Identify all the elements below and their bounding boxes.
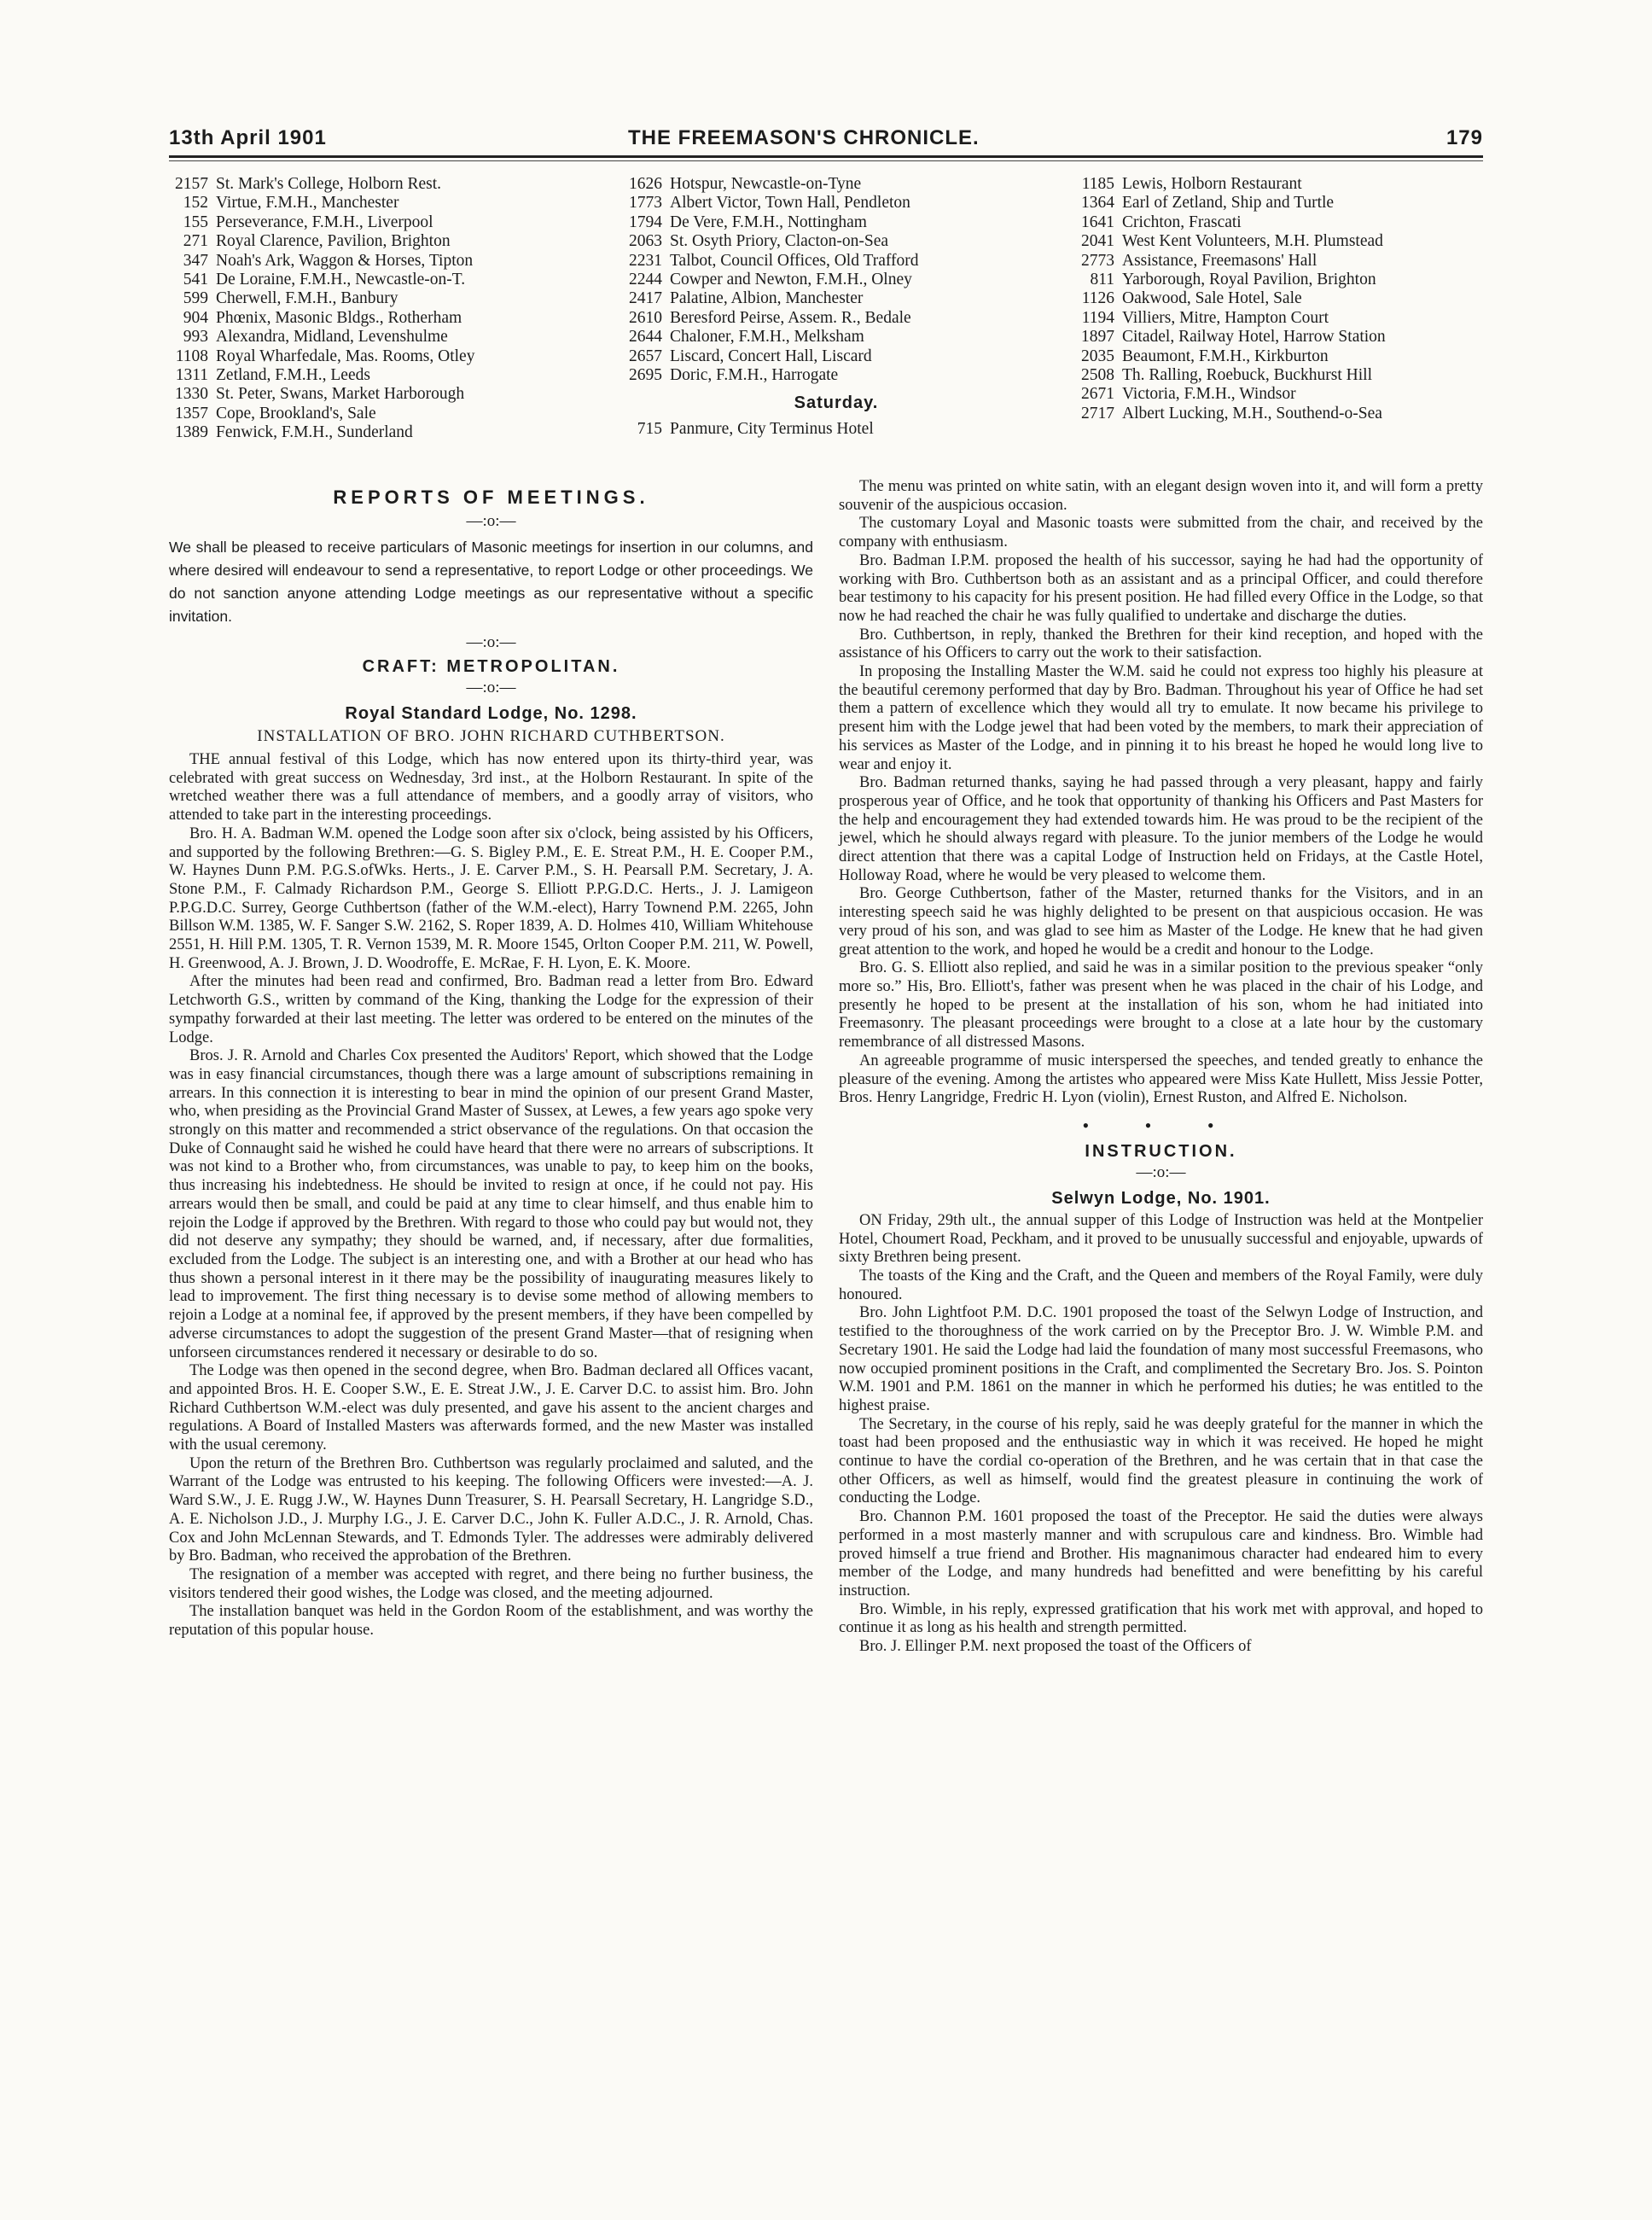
lodge-name: Zetland, F.M.H., Leeds: [216, 366, 370, 385]
article-paragraph: THE annual festival of this Lodge, which has now entered upon its thirty-third year, was celebrated with great success on Wednesday, 3rd inst., at the Holborn Restaurant. In spite of the wretched weather there was a full attendance of members, and a goodly array of visitors, who attended to take part in the interesting proceedings.: [169, 751, 813, 824]
section-divider: —:o:—: [466, 512, 516, 530]
lodge-number: 1389: [175, 423, 208, 442]
lodge-number: 1357: [175, 404, 208, 422]
lodge-list-item: [1075, 366, 1502, 385]
lodge-list-column-1: [169, 175, 596, 443]
lodge-name: Chaloner, F.M.H., Melksham: [670, 328, 864, 347]
lodge-name: West Kent Volunteers, M.H. Plumstead: [1122, 232, 1383, 251]
section-divider: —:o:—: [466, 633, 516, 651]
lodge-list-item: [623, 366, 1050, 385]
lodge-list-item: [1075, 347, 1502, 366]
lodge-name: Panmure, City Terminus Hotel: [670, 420, 874, 439]
article-paragraph: Bros. J. R. Arnold and Charles Cox presented the Auditors' Report, which showed that the Lodge was in easy financial circumstances, though there was a large amount of subscriptions remaining in arrears. In this connection it is interesting to bear in mind the opinion of our present Grand Master, who, when presiding as the Provincial Grand Master of Sussex, at Lewes, a few years ago spoke very strongly on this matter and recommended a strict observance of the regulations. On that occasion the Duke of Connaught said he wished he could have heard that there were no arrears of subscriptions. It was not kind to a Brother who, from circumstances, was unable to pay, to keep him on the books, thus increasing his indebtedness. He should be invited to resign at once, if he could not pay. His arrears would then be small, and could be paid at any time to clear himself, and thus enable him to rejoin the Lodge if approved by the Brethren. With regard to those who could pay but would not, they did not deserve any sympathy; they should be warned, and, if necessary, after due formalities, excluded from the Lodge. The subject is an interesting one, and with a Brother at our head who has thus shown a personal interest in it there may be the possibility of inaugurating measures likely to lead to improvement. The first thing necessary is to devise some method of allowing members to rejoin a Lodge at a nominal fee, if approved by the present members, if they have been compelled by adverse circumstances to adopt the suggestion of the present Grand Master—that of resigning when unforseen circumstances rendered it necessary or desirable to do so.: [169, 1047, 813, 1361]
lodge-list-column-2-items: [623, 175, 1050, 385]
lodge-number: 347: [183, 251, 208, 270]
lodge-name: Albert Lucking, M.H., Southend-o-Sea: [1122, 404, 1382, 422]
lodge-number: 541: [183, 271, 208, 289]
lodge-number: 1194: [1081, 308, 1114, 327]
article-paragraph: The menu was printed on white satin, with an elegant design woven into it, and will form a pretty souvenir of the auspicious occasion.: [839, 478, 1483, 514]
article-paragraph: Bro. Channon P.M. 1601 proposed the toast of the Preceptor. He said the duties were always performed in a most masterly manner and with scrupulous care and kindness. Bro. Wimble had proved himself a true friend and Brother. His magnanimous character had endeared him to every member of the Lodge, and many hundreds had benefitted and were benefitting by his careful instruction.: [839, 1508, 1483, 1599]
lodge-name: St. Mark's College, Holborn Rest.: [216, 175, 442, 193]
masthead: [169, 126, 1483, 164]
page-number: 179: [1446, 126, 1483, 149]
lodge-number: 2773: [1081, 251, 1114, 270]
lodge-number: 1126: [1081, 289, 1114, 308]
lodge-number: 1108: [175, 347, 208, 365]
lodge-heading-royal-standard: Royal Standard Lodge, No. 1298.: [345, 704, 637, 723]
lodge-name: Beresford Peirse, Assem. R., Bedale: [670, 308, 911, 327]
installation-subheading: INSTALLATION OF BRO. JOHN RICHARD CUTHBERTSON.: [257, 727, 725, 745]
lodge-name: De Loraine, F.M.H., Newcastle-on-T.: [216, 271, 466, 289]
lodge-list-item: [169, 271, 596, 289]
lodge-name: Cowper and Newton, F.M.H., Olney: [670, 271, 912, 289]
article-paragraph: The installation banquet was held in the Gordon Room of the establishment, and was worthy the reputation of this popular house.: [169, 1603, 813, 1640]
lodge-name: Victoria, F.M.H., Windsor: [1122, 385, 1296, 404]
article-paragraph: Bro. George Cuthbertson, father of the Master, returned thanks for the Visitors, and in an interesting speech said he was highly delighted to be present on that auspicious occasion. He was very proud of his son, and was glad to see him as Master of the Lodge. He knew that he had given great attention to the work, and hoped he would be a credit and honour to the Lodge.: [839, 885, 1483, 959]
article-paragraph: The customary Loyal and Masonic toasts were submitted from the chair, and received by the company with enthusiasm.: [839, 515, 1483, 551]
lodge-number: 2035: [1081, 347, 1114, 365]
lodge-list-item: [169, 309, 596, 328]
reports-heading: REPORTS OF MEETINGS.: [333, 487, 649, 508]
lodge-name: Hotspur, Newcastle-on-Tyne: [670, 175, 862, 193]
lodge-number: 599: [183, 289, 208, 308]
lodge-name: Assistance, Freemasons' Hall: [1122, 251, 1318, 270]
lodge-name: Citadel, Railway Hotel, Harrow Station: [1122, 328, 1386, 347]
lodge-name: Cherwell, F.M.H., Banbury: [216, 289, 398, 308]
lodge-number: 2041: [1081, 232, 1114, 251]
lodge-list-item: [623, 175, 1050, 194]
lodge-number: 2657: [629, 347, 662, 365]
lodge-list-item: [169, 366, 596, 385]
lodge-name: Royal Wharfedale, Mas. Rooms, Otley: [216, 347, 475, 365]
lodge-name: Villiers, Mitre, Hampton Court: [1122, 308, 1329, 327]
separator-dots: • • •: [1082, 1114, 1240, 1136]
lodge-list-item: [169, 252, 596, 271]
craft-heading: CRAFT: METROPOLITAN.: [362, 657, 620, 676]
lodge-number: 993: [183, 328, 208, 347]
lodge-heading-selwyn: Selwyn Lodge, No. 1901.: [1051, 1188, 1271, 1208]
lodge-list-item: [169, 289, 596, 308]
lodge-list-column-2: [623, 175, 1050, 440]
lodge-list-item: [1075, 213, 1502, 232]
lodge-list-item: [623, 213, 1050, 232]
lodge-list-item: [169, 194, 596, 213]
lodge-number: 1185: [1081, 175, 1114, 193]
lodge-name: Lewis, Holborn Restaurant: [1122, 175, 1302, 193]
lodge-list-item: [169, 213, 596, 232]
lodge-name: Beaumont, F.M.H., Kirkburton: [1122, 347, 1329, 365]
lodge-name: St. Osyth Priory, Clacton-on-Sea: [670, 232, 889, 251]
lodge-name: Alexandra, Midland, Levenshulme: [216, 328, 448, 347]
lodge-number: 155: [183, 213, 208, 231]
lodge-list-item: [169, 328, 596, 347]
lodge-number: 1641: [1081, 213, 1114, 231]
lodge-list-item: [169, 385, 596, 404]
lodge-name: Th. Ralling, Roebuck, Buckhurst Hill: [1122, 366, 1373, 385]
lodge-list-item: [169, 175, 596, 194]
issue-date: 13th April 1901: [169, 126, 327, 149]
lodge-list-item: [623, 347, 1050, 366]
lodge-list-item: [623, 328, 1050, 347]
section-divider: —:o:—: [466, 679, 516, 696]
lodge-name: Cope, Brookland's, Sale: [216, 404, 376, 422]
article-paragraph: The Secretary, in the course of his reply, said he was deeply grateful for the manner in which the toast had been proposed and the enthusiastic way in which it was received. He hoped he might continue to have the cordial co-operation of the Brethren, and he was certain that in that case the other Officers, as well as himself, would find the greatest pleasure in continuing the work of conducting the Lodge.: [839, 1415, 1483, 1507]
selwyn-report-body: [839, 1212, 1483, 1657]
lodge-name: St. Peter, Swans, Market Harborough: [216, 385, 465, 404]
right-column: [839, 478, 1483, 1657]
lodge-number: 2244: [629, 271, 662, 289]
lodge-number: 152: [183, 194, 208, 213]
lodge-name: Palatine, Albion, Manchester: [670, 289, 864, 308]
section-divider: —:o:—: [1136, 1162, 1186, 1181]
saturday-heading: Saturday.: [794, 393, 879, 413]
lodge-number: 1364: [1081, 194, 1114, 213]
lodge-list-item: [169, 232, 596, 251]
lodge-list-item: [623, 194, 1050, 213]
lodge-number: 2157: [175, 175, 208, 193]
lodge-name: Noah's Ark, Waggon & Horses, Tipton: [216, 251, 474, 270]
lodge-name: Fenwick, F.M.H., Sunderland: [216, 423, 413, 442]
lodge-number: 715: [637, 420, 662, 439]
lodge-number: 1626: [629, 175, 662, 193]
lodge-number: 2695: [629, 366, 662, 385]
lodge-number: 1897: [1081, 328, 1114, 347]
lodge-list-item: [1075, 194, 1502, 213]
lodge-list-item: [623, 232, 1050, 251]
lodge-list-item: [623, 420, 1050, 439]
lodge-list-item: [1075, 271, 1502, 289]
article-paragraph: Bro. H. A. Badman W.M. opened the Lodge soon after six o'clock, being assisted by his Officers, and supported by the following Brethren:—G. S. Bigley P.M., E. E. Streat P.M., H. E. Cooper P.M., W. Haynes Dunn P.M. P.G.S.ofWks. Herts., J. E. Carver P.M., S. H. Pearsall P.M. Secretary, J. A. Stone P.M., F. Calmady Richardson P.M., George S. Elliott P.P.G.D.C. Herts., J. J. Lamigeon P.P.G.D.C. Surrey, George Cuthbertson (father of the W.M.-elect), Harry Townend P.M. 2265, John Billson W.M. 1385, W. F. Sanger S.W. 2162, S. Roper 1839, A. D. Holmes 410, William Whitehouse 2551, H. Hill P.M. 1305, T. R. Vernon 1539, M. R. Moore 1545, Orlton Cooper P.M. 211, W. Powell, H. Greenwood, A. J. Brown, J. D. Woodroffe, E. McRae, F. H. Lyon, E. K. Moore.: [169, 824, 813, 972]
lodge-name: Yarborough, Royal Pavilion, Brighton: [1122, 271, 1376, 289]
saturday-list: [623, 420, 1050, 439]
publication-title: THE FREEMASON'S CHRONICLE.: [628, 126, 980, 149]
lodge-number: 1773: [629, 194, 662, 213]
reports-notice: We shall be pleased to receive particulars of Masonic meetings for insertion in our columns, and where desired will endeavour to send a representative, to report Lodge or other proceedings. We do not sanction anyone attending Lodge meetings as our representative without a specific invitation.: [169, 539, 813, 625]
article-paragraph: The resignation of a member was accepted with regret, and there being no further business, the visitors tendered their good wishes, the Lodge was closed, and the meeting adjourned.: [169, 1565, 813, 1602]
lodge-list-item: [1075, 289, 1502, 308]
lodge-number: 2610: [629, 308, 662, 327]
lodge-list-item: [1075, 252, 1502, 271]
lodge-list-item: [1075, 309, 1502, 328]
lodge-number: 2231: [629, 251, 662, 270]
lodge-number: 2417: [629, 289, 662, 308]
article-paragraph: The toasts of the King and the Craft, and the Queen and members of the Royal Family, were duly honoured.: [839, 1267, 1483, 1303]
lodge-number: 811: [1090, 271, 1114, 289]
lodge-number: 2644: [629, 328, 662, 347]
article-paragraph: Bro. Wimble, in his reply, expressed gratification that his work met with approval, and hoped to continue it as long as his health and strength permitted.: [839, 1600, 1483, 1637]
article-paragraph: Bro. Badman I.P.M. proposed the health of his successor, saying he had had the opportunity of working with Bro. Cuthbertson both as an assistant and as a principal Officer, and could therefore bear testimony to his capacity for his present position. He had filled every Office in the Lodge, so that now he had reached the chair he was fully qualified to undertake and discharge the duties.: [839, 551, 1483, 625]
lodge-list-item: [169, 423, 596, 442]
lodge-list-item: [169, 405, 596, 423]
article-paragraph: Upon the return of the Brethren Bro. Cuthbertson was regularly proclaimed and saluted, and the Warrant of the Lodge was entrusted to his keeping. The following Officers were invested:—A. J. Ward S.W., J. E. Rugg J.W., W. Haynes Dunn Treasurer, S. H. Pearsall Secretary, H. Langridge S.D., A. E. Nicholson J.D., J. Murphy I.G., J. E. Carver D.C., John K. Fuller A.D.C., J. R. Arnold, Chas. Cox and John McLennan Stewards, and T. Edmonds Tyler. The addresses were admirably delivered by Bro. Badman, who received the approbation of the Brethren.: [169, 1454, 813, 1565]
right-column-body: [839, 478, 1483, 1108]
article-paragraph: Bro. John Lightfoot P.M. D.C. 1901 proposed the toast of the Selwyn Lodge of Instruction, and testified to the thoroughness of the work carried on by the Preceptor Bro. J. W. Wimble P.M. and Secretary 1901. He said the Lodge had laid the foundation of many most successful Freemasons, who now occupied prominent positions in the Craft, and complimented the Secretary Bro. Jos. S. Pointon W.M. 1901 and P.M. 1861 on the manner in which he performed his duties; he was entitled to the highest praise.: [839, 1304, 1483, 1414]
lodge-list-item: [1075, 385, 1502, 404]
lodge-list-item: [1075, 232, 1502, 251]
article-paragraph: The Lodge was then opened in the second degree, when Bro. Badman declared all Offices vacant, and appointed Bros. H. E. Cooper S.W., E. E. Streat J.W., J. E. Carver D.C. to assist him. Bro. John Richard Cuthbertson W.M.-elect was duly presented, and gave his assent to the ancient charges and regulations. A Board of Installed Masters was afterwards formed, and the new Master was installed with the usual ceremony.: [169, 1362, 813, 1454]
lodge-name: Earl of Zetland, Ship and Turtle: [1122, 194, 1335, 213]
lodge-name: Crichton, Frascati: [1122, 213, 1242, 231]
left-column: [169, 478, 813, 1640]
lodge-number: 271: [183, 232, 208, 251]
article-paragraph: Bro. Badman returned thanks, saying he had passed through a very pleasant, happy and fairly prosperous year of Office, and he took that opportunity of thanking his Officers and Past Masters for the help and encouragement they had extended towards him. He was proud to be the recipient of the jewel, which he should always regard with pleasure. To the junior members of the Lodge he would direct attention that there was a capital Lodge of Instruction held on Fridays, at the Castle Hotel, Holloway Road, where he would be very pleased to welcome them.: [839, 774, 1483, 884]
lodge-name: Talbot, Council Offices, Old Trafford: [670, 251, 919, 270]
masthead-rule: [169, 155, 1483, 158]
lodge-list-column-3: [1075, 175, 1502, 423]
article-paragraph: Bro. Cuthbertson, in reply, thanked the Brethren for their kind reception, and hoped with the assistance of his Officers to carry out the work to their satisfaction.: [839, 626, 1483, 662]
lodge-number: 1330: [175, 385, 208, 404]
lodge-name: Oakwood, Sale Hotel, Sale: [1122, 289, 1302, 308]
lodge-number: 2717: [1081, 404, 1114, 422]
lodge-name: Albert Victor, Town Hall, Pendleton: [670, 194, 910, 213]
article-paragraph: In proposing the Installing Master the W.M. said he could not express too highly his pleasure at the beautiful ceremony performed that day by Bro. Badman. Throughout his year of Office he had set them a pattern of excellence which they would all try to emulate. It now became his privilege to present him with the Lodge jewel that had been voted by the members, to mark their appreciation of his services as Master of the Lodge, and in pinning it to his breast he hoped he would long live to wear and enjoy it.: [839, 663, 1483, 773]
lodge-number: 1794: [629, 213, 662, 231]
article-paragraph: ON Friday, 29th ult., the annual supper of this Lodge of Instruction was held at the Montpelier Hotel, Choumert Road, Peckham, and it proved to be unusually successful and enjoyable, upwards of sixty Brethren being present.: [839, 1211, 1483, 1267]
lodge-number: 904: [183, 308, 208, 327]
lodge-name: Doric, F.M.H., Harrogate: [670, 366, 839, 385]
lodge-list-item: [1075, 405, 1502, 423]
lodge-name: Perseverance, F.M.H., Liverpool: [216, 213, 433, 231]
instruction-heading: INSTRUCTION.: [1085, 1141, 1237, 1161]
article-paragraph: Bro. J. Ellinger P.M. next proposed the toast of the Officers of: [859, 1638, 1252, 1656]
lodge-list-item: [623, 271, 1050, 289]
article-paragraph: An agreeable programme of music interspersed the speeches, and tended greatly to enhance the pleasure of the evening. Among the artistes who appeared were Miss Kate Hullett, Miss Jessie Potter, Bros. Henry Langridge, Fredric H. Lyon (violin), Ernest Ruston, and Alfred E. Nicholson.: [839, 1052, 1483, 1107]
lodge-number: 1311: [175, 366, 208, 385]
lodge-name: Virtue, F.M.H., Manchester: [216, 194, 399, 213]
lodge-name: Phœnix, Masonic Bldgs., Rotherham: [216, 308, 462, 327]
left-column-body: [169, 751, 813, 1640]
lodge-number: 2671: [1081, 385, 1114, 404]
lodge-number: 2063: [629, 232, 662, 251]
lodge-number: 2508: [1081, 366, 1114, 385]
lodge-name: Liscard, Concert Hall, Liscard: [670, 347, 872, 365]
lodge-list-item: [623, 289, 1050, 308]
masthead-rule-thin: [169, 160, 1483, 161]
lodge-list-item: [623, 309, 1050, 328]
article-paragraph: Bro. G. S. Elliott also replied, and said he was in a similar position to the previous speaker “only more so.” His, Bro. Elliott's, father was present when he was placed in the chair of his Lodge, and presently he hoped to be present at the installation of his son, whom he had initiated into Freemasonry. The pleasant proceedings were brought to a close at a late hour by the customary remembrance of all distressed Masons.: [839, 959, 1483, 1052]
lodge-list-item: [1075, 175, 1502, 194]
meeting-lists: [169, 175, 1483, 457]
lodge-list-item: [169, 347, 596, 366]
lodge-name: Royal Clarence, Pavilion, Brighton: [216, 232, 451, 251]
article-paragraph: After the minutes had been read and confirmed, Bro. Badman read a letter from Bro. Edward Letchworth G.S., written by command of the King, thanking the Lodge for the expression of their sympathy forwarded at their last meeting. The letter was ordered to be entered on the minutes of the Lodge.: [169, 973, 813, 1046]
lodge-name: De Vere, F.M.H., Nottingham: [670, 213, 867, 231]
lodge-list-item: [1075, 328, 1502, 347]
lodge-list-item: [623, 252, 1050, 271]
